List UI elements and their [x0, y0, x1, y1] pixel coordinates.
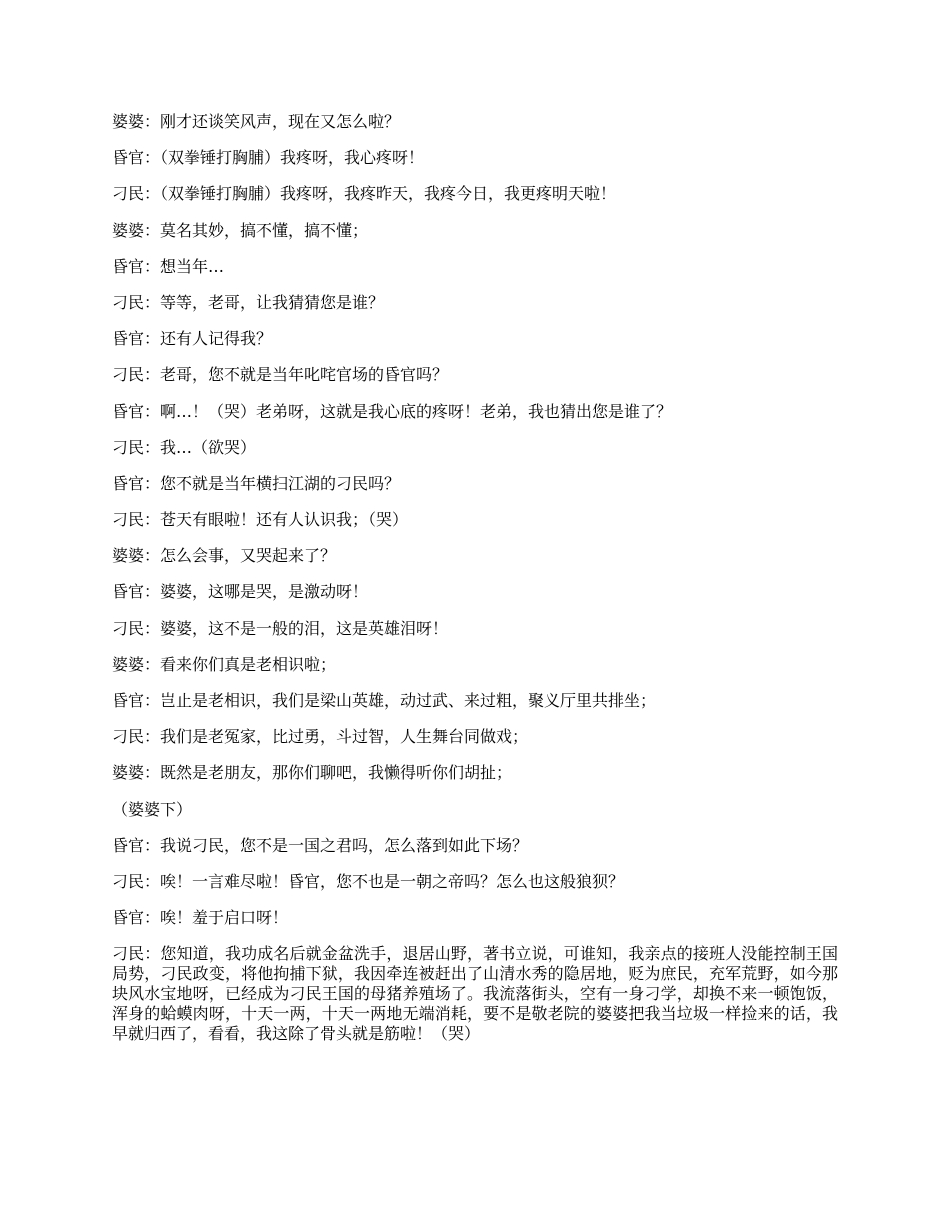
- dialogue-line: 婆婆：莫名其妙，搞不懂，搞不懂；: [112, 220, 369, 240]
- document-page: [112, 112, 838, 1044]
- stage-direction: （婆婆下）: [112, 799, 193, 819]
- dialogue-line: 刁民：等等，老哥，让我猜猜您是谁？: [112, 292, 385, 312]
- dialogue-line: 刁民：婆婆，这不是一般的泪，这是英雄泪呀！: [112, 618, 449, 638]
- dialogue-line: 昏官：岂止是老相识，我们是梁山英雄，动过武、来过粗，聚义厅里共排坐；: [112, 691, 657, 710]
- dialogue-line: 昏官：啊…！（哭）老弟呀，这就是我心底的疼呀！老弟，我也猜出您是谁了？: [112, 401, 673, 421]
- dialogue-line: 婆婆：怎么会事，又哭起来了？: [112, 546, 337, 566]
- dialogue-line: 刁民：老哥，您不就是当年叱咤官场的昏官吗？: [112, 365, 449, 385]
- dialogue-line: 昏官：（双拳锤打胸脯）我疼呀，我心疼呀！: [112, 148, 425, 168]
- dialogue-line: 昏官：还有人记得我？: [112, 329, 273, 349]
- dialogue-line: 婆婆：看来你们真是老相识啦；: [112, 654, 337, 674]
- dialogue-line: 婆婆：刚才还谈笑风声，现在又怎么啦？: [112, 112, 401, 131]
- dialogue-line: 昏官：唉！羞于启口呀！: [112, 908, 289, 928]
- dialogue-line: 昏官：想当年…: [112, 256, 225, 276]
- dialogue-paragraph: 刁民：您知道，我功成名后就金盆洗手，退居山野，著书立说，可谁知，我亲点的接班人没能控制王国局势，刁民政变，将他拘捕下狱，我因牵连被赶出了山清水秀的隐居地，贬为庶民，充军荒野，如今那块风水宝地呀，已经成为刁民王国的母猪养殖场了。我流落街头，空有一身刁学，却换不来一顿饱饭，浑身的蛤蟆肉呀，十天一两，十天一两地无端消耗，要不是敬老院的婆婆把我当垃圾一样捡来的话，我早就归西了，看看，我这除了骨头就是筋啦！（哭）: [112, 944, 838, 1044]
- dialogue-line: 刁民：我们是老冤家，比过勇，斗过智，人生舞台同做戏；: [112, 727, 529, 747]
- dialogue-line: 昏官：您不就是当年横扫江湖的刁民吗？: [112, 473, 401, 493]
- dialogue-line: 昏官：我说刁民，您不是一国之君吗，怎么落到如此下场？: [112, 835, 529, 855]
- dialogue-line: 刁民：苍天有眼啦！还有人认识我；（哭）: [112, 510, 409, 530]
- dialogue-line: 昏官：婆婆，这哪是哭，是激动呀！: [112, 582, 369, 602]
- dialogue-line: 婆婆：既然是老朋友，那你们聊吧，我懒得听你们胡扯；: [112, 763, 513, 783]
- dialogue-line: 刁民：（双拳锤打胸脯）我疼呀，我疼昨天，我疼今日，我更疼明天啦！: [112, 184, 617, 204]
- dialogue-line: 刁民：我…（欲哭）: [112, 437, 257, 457]
- dialogue-line: 刁民：唉！一言难尽啦！昏官，您不也是一朝之帝吗？怎么也这般狼狈？: [112, 871, 625, 891]
